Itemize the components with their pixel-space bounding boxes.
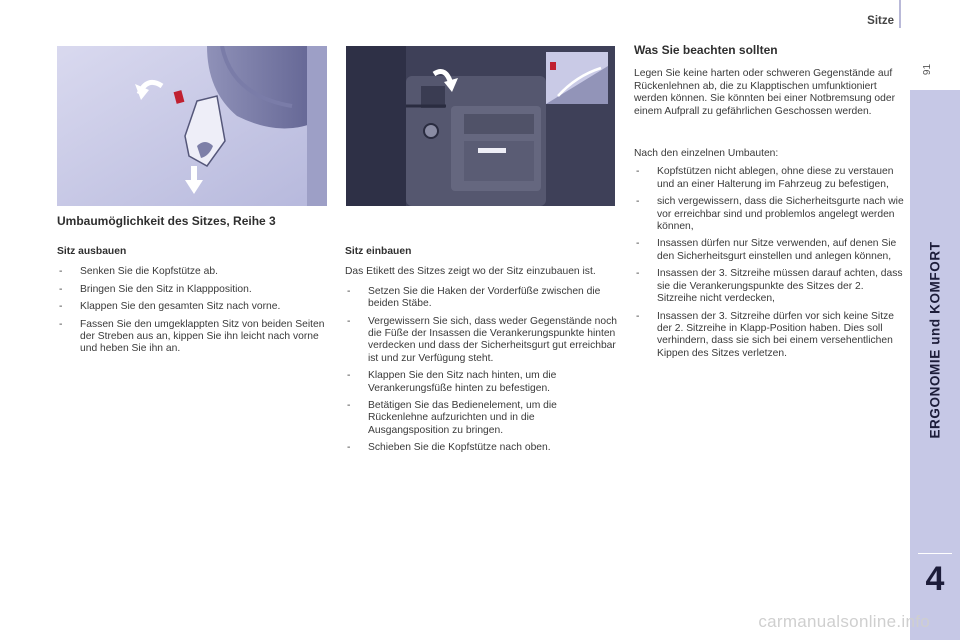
install-seat-title: Sitz einbauen: [345, 246, 412, 257]
chapter-divider: [918, 553, 952, 554]
notes-column: [634, 44, 904, 365]
install-seat-column: [345, 246, 617, 460]
list-item: [345, 370, 617, 395]
list-item: [345, 400, 617, 437]
list-item-text: Setzen Sie die Haken der Vorderfüße zwischen die beiden Stäbe.: [368, 285, 601, 310]
bullet-dash: -: [636, 310, 640, 322]
notes-intro: Legen Sie keine harten oder schweren Gegenstände auf Rückenlehnen ab, die zu Klapptischen umfunktioniert werden können. Sie könnten bei einer Notbremsung oder einem Aufprall zu gefährlichen Geschossen werden.: [634, 68, 896, 117]
bullet-dash: -: [347, 370, 351, 382]
header-divider: [899, 0, 901, 28]
install-seat-intro: Das Etikett des Sitzes zeigt wo der Sitz einzubauen ist.: [345, 266, 596, 278]
bullet-dash: -: [347, 285, 351, 297]
page-number: 91: [922, 63, 934, 76]
bullet-dash: -: [636, 268, 640, 280]
list-item: [345, 316, 617, 366]
list-item-text: Insassen der 3. Sitzreihe müssen darauf achten, dass sie die Verankerungspunkte des Sitzes der 2. Sitzreihe nicht verdecken,: [657, 268, 903, 305]
bullet-dash: -: [636, 166, 640, 178]
chapter-number: 4: [925, 560, 945, 598]
seat-anchoring-photo: [346, 46, 615, 206]
list-item: [57, 284, 329, 296]
list-item: [634, 268, 904, 305]
bullet-dash: -: [59, 266, 63, 278]
list-item-text: Fassen Sie den umgeklappten Sitz von beiden Seiten der Streben aus an, kippen Sie ihn leicht nach vorne und heben Sie ihn an.: [80, 318, 325, 355]
list-item-text: Bringen Sie den Sitz in Klappposition.: [80, 283, 252, 295]
bullet-dash: -: [347, 315, 351, 327]
list-item: [634, 238, 904, 263]
list-item-text: Insassen der 3. Sitzreihe dürfen vor sich keine Sitze der 2. Sitzreihe in Klapp-Position haben. Dies soll verhindern, dass sie sich bei einem versehentlichen Kippen des Sitzes verletzen.: [657, 310, 894, 359]
section-title: Umbaumöglichkeit des Sitzes, Reihe 3: [57, 214, 276, 228]
watermark: carmanualsonline.info: [758, 612, 930, 631]
bullet-dash: -: [59, 301, 63, 313]
notes-lead: Nach den einzelnen Umbauten:: [634, 148, 779, 160]
list-item: [57, 319, 329, 356]
list-item: [634, 196, 904, 233]
seat-hinge-illustration: [57, 46, 327, 206]
page-header-title: Sitze: [867, 15, 894, 27]
list-item: [57, 301, 329, 313]
chapter-label: ERGONOMIE und KOMFORT: [927, 241, 943, 439]
list-item: [634, 311, 904, 361]
bullet-dash: -: [347, 400, 351, 412]
bullet-dash: -: [59, 318, 63, 330]
list-item: [57, 266, 329, 278]
bullet-dash: -: [59, 283, 63, 295]
list-item: [345, 286, 617, 311]
remove-seat-title: Sitz ausbauen: [57, 246, 127, 257]
list-item-text: Klappen Sie den Sitz nach hinten, um die Verankerungsfüße hinten zu befestigen.: [368, 370, 557, 394]
remove-seat-column: [57, 246, 329, 361]
bullet-dash: -: [636, 238, 640, 250]
list-item-text: Schieben Sie die Kopfstütze nach oben.: [368, 442, 551, 454]
list-item-text: sich vergewissern, dass die Sicherheitsgurte nach wie vor erreichbar sind und problemlos angelegt werden können,: [657, 196, 904, 233]
bullet-dash: -: [347, 442, 351, 454]
list-item-text: Klappen Sie den gesamten Sitz nach vorne.: [80, 301, 281, 313]
list-item: [345, 442, 617, 454]
bullet-dash: -: [636, 196, 640, 208]
list-item-text: Betätigen Sie das Bedienelement, um die Rückenlehne aufzurichten und in die Ausgangsposition zu bringen.: [368, 400, 557, 436]
list-item-text: Vergewissern Sie sich, dass weder Gegenstände noch die Füße der Insassen die Verankerungspunkte hinten verdecken und dass der Sicherheitsgurt gut erreichbar ist und zur Verfügung steht.: [368, 315, 617, 364]
list-item: [634, 166, 904, 191]
list-item-text: Kopfstützen nicht ablegen, ohne diese zu verstauen und an einer Halterung im Fahrzeug zu befestigen,: [657, 166, 894, 190]
list-item-text: Insassen dürfen nur Sitze verwenden, auf denen Sie den Sicherheitsgurt einstellen und anlegen können,: [657, 238, 897, 262]
list-item-text: Senken Sie die Kopfstütze ab.: [80, 266, 218, 278]
notes-title: Was Sie beachten sollten: [634, 43, 778, 57]
